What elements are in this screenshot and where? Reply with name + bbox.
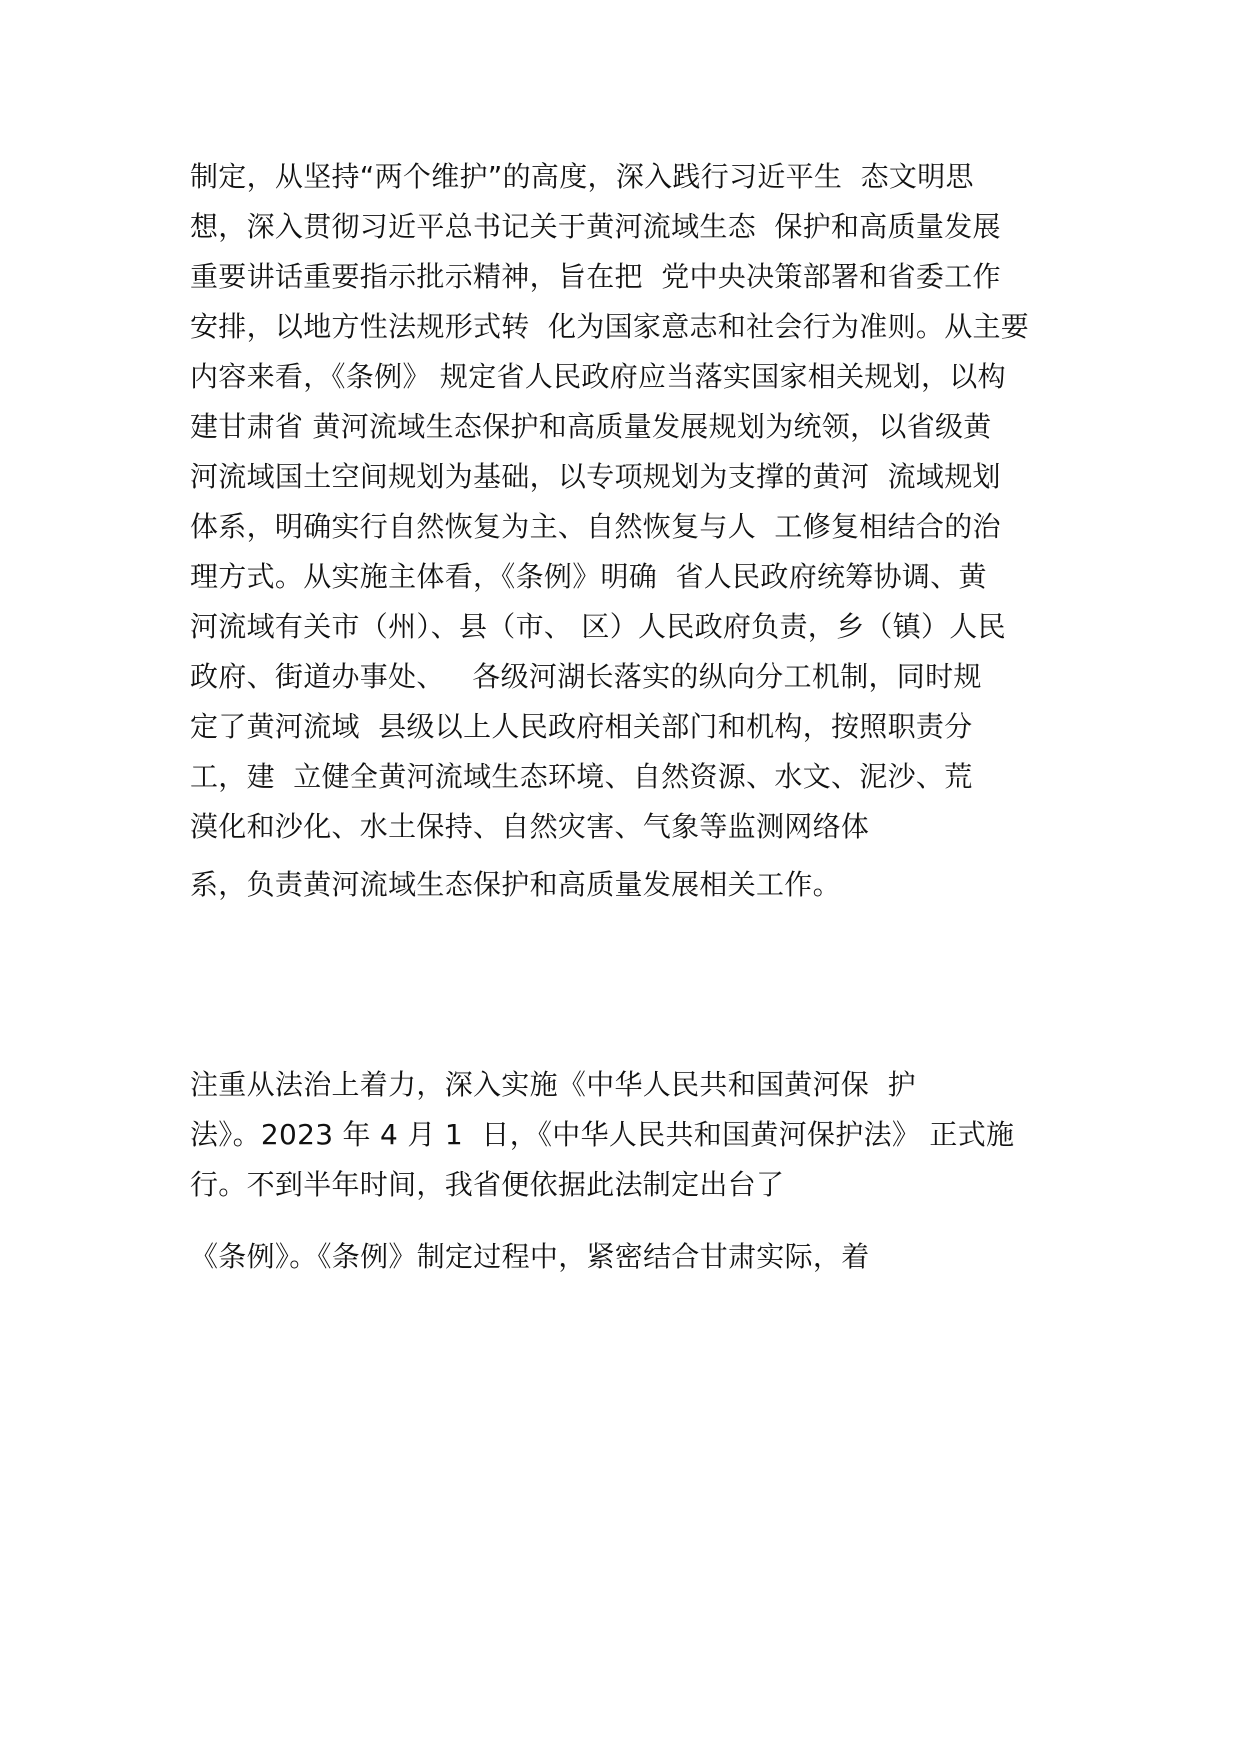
paragraph-2-tail	[190, 1240, 1070, 1290]
text-line: 漠化和沙化、水土保持、自然灾害、气象等监测网络体	[190, 810, 870, 843]
text-line: 《条例》。《条例》制定过程中，紧密结合甘肃实际，着	[190, 1240, 870, 1273]
text-line: 建甘肃省 黄河流域生态保护和高质量发展规划为统领，以省级黄	[190, 410, 992, 443]
text-line: 系，负责黄河流域生态保护和高质量发展相关工作。	[190, 868, 841, 901]
text-line: 工，建 立健全黄河流域生态环境、自然资源、水文、泥沙、荒	[190, 760, 973, 793]
text-line: 体系，明确实行自然恢复为主、自然恢复与人 工修复相结合的治	[190, 510, 1001, 543]
text-line: 内容来看，《条例》 规定省人民政府应当落实国家相关规划，以构	[190, 360, 1006, 393]
text-line: 重要讲话重要指示批示精神，旨在把 党中央决策部署和省委工作	[190, 260, 1001, 293]
text-line: 安排，以地方性法规形式转 化为国家意志和社会行为准则。从主要	[190, 310, 1030, 343]
text-line: 理方式。从实施主体看，《条例》明确 省人民政府统筹协调、黄	[190, 560, 987, 593]
text-line: 河流域有关市（州）、县（市、 区）人民政府负责，乡（镇）人民	[190, 610, 1006, 643]
text-line: 行。不到半年时间，我省便依据此法制定出台了	[190, 1168, 785, 1201]
text-line: 河流域国土空间规划为基础，以专项规划为支撑的黄河 流域规划	[190, 460, 1001, 493]
text-line: 想，深入贯彻习近平总书记关于黄河流域生态 保护和高质量发展	[190, 210, 1001, 243]
paragraph-1	[190, 160, 1070, 860]
text-line: 注重从法治上着力，深入实施《中华人民共和国黄河保 护	[190, 1068, 916, 1101]
text-line: 法》。2023 年 4 月 1 日，《中华人民共和国黄河保护法》 正式施	[190, 1118, 1015, 1151]
text-line: 政府、街道办事处、 各级河湖长落实的纵向分工机制，同时规	[190, 660, 982, 693]
paragraph-2	[190, 1068, 1070, 1218]
paragraph-1-tail	[190, 868, 1070, 918]
text-line: 制定，从坚持“两个维护”的高度，深入践行习近平生 态文明思	[190, 160, 974, 193]
text-line: 定了黄河流域 县级以上人民政府相关部门和机构，按照职责分	[190, 710, 973, 743]
